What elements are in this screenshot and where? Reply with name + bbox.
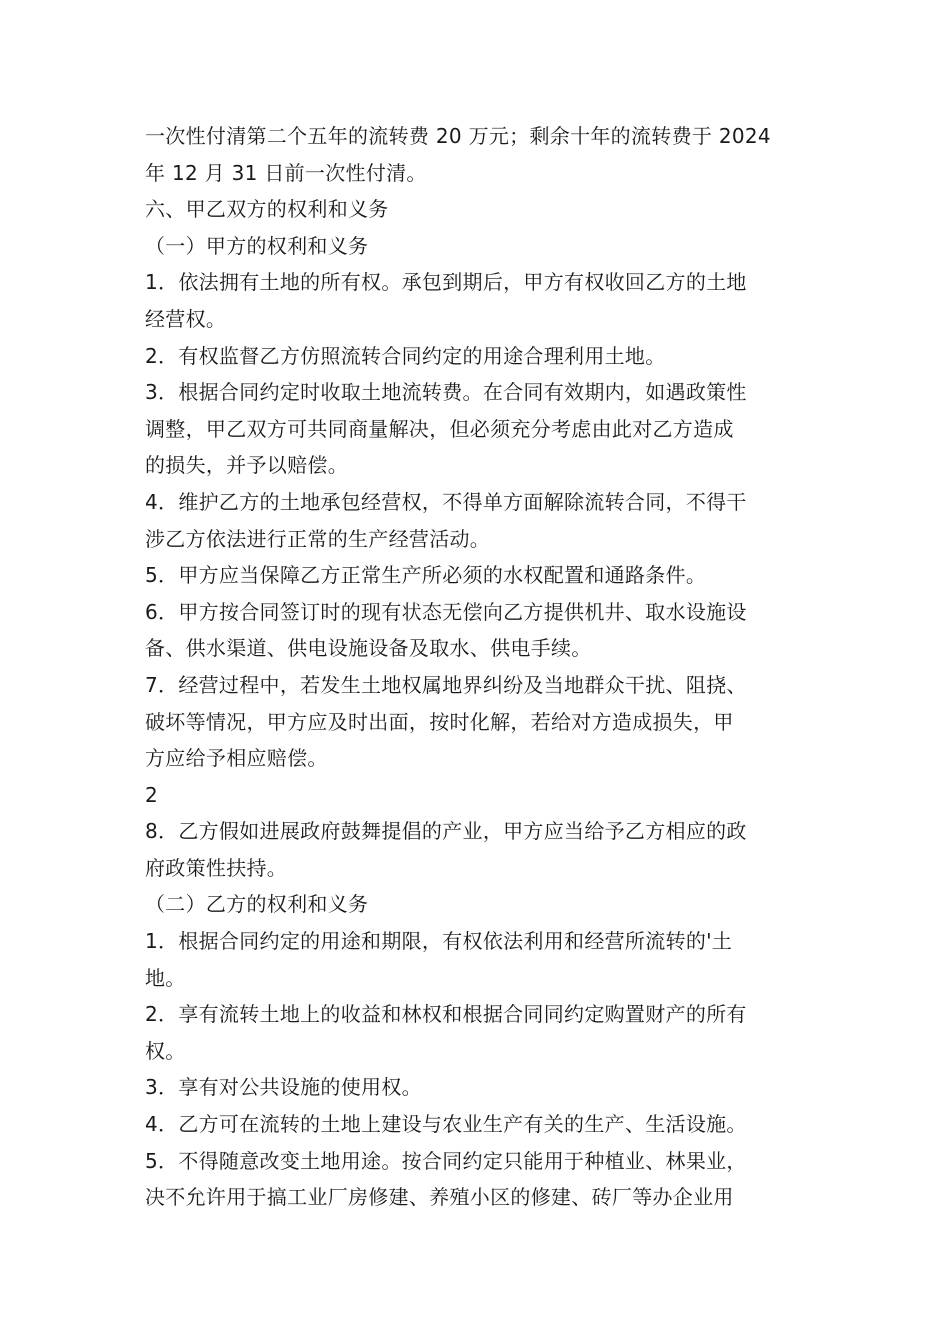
document-body: [145, 118, 815, 1216]
text-line: 年 12 月 31 日前一次性付清。: [145, 160, 427, 185]
text-line: 2．享有流转土地上的收益和林权和根据合同同约定购置财产的所有: [145, 1002, 747, 1027]
page-number: 2: [145, 782, 159, 807]
text-line: 的损失，并予以赔偿。: [145, 453, 348, 478]
text-line: 经营权。: [145, 306, 227, 331]
text-line: 决不允许用于搞工业厂房修建、养殖小区的修建、砖厂等办企业用: [145, 1185, 734, 1210]
subsection-heading: （一）甲方的权利和义务: [145, 233, 369, 258]
section-heading: 六、甲乙双方的权利和义务: [145, 197, 389, 222]
text-line: 4．维护乙方的土地承包经营权，不得单方面解除流转合同，不得干: [145, 489, 747, 514]
text-line: 备、供水渠道、供电设施设备及取水、供电手续。: [145, 636, 592, 661]
subsection-heading: （二）乙方的权利和义务: [145, 892, 369, 917]
text-line: 方应给予相应赔偿。: [145, 746, 328, 771]
text-line: 调整，甲乙双方可共同商量解决，但必须充分考虑由此对乙方造成: [145, 416, 734, 441]
text-line: 5．甲方应当保障乙方正常生产所必须的水权配置和通路条件。: [145, 563, 707, 588]
text-line: 府政策性扶持。: [145, 855, 288, 880]
text-line: 6．甲方按合同签订时的现有状态无偿向乙方提供机井、取水设施设: [145, 599, 747, 624]
text-line: 7．经营过程中，若发生土地权属地界纠纷及当地群众干扰、阻挠、: [145, 672, 747, 697]
text-line: 涉乙方依法进行正常的生产经营活动。: [145, 526, 491, 551]
text-line: 破坏等情况，甲方应及时出面，按时化解，若给对方造成损失，甲: [145, 709, 734, 734]
text-line: 2．有权监督乙方仿照流转合同约定的用途合理利用土地。: [145, 343, 666, 368]
text-line: 地。: [145, 965, 186, 990]
text-line: 3．享有对公共设施的使用权。: [145, 1075, 422, 1100]
text-line: 4．乙方可在流转的土地上建设与农业生产有关的生产、生活设施。: [145, 1112, 747, 1137]
text-line: 权。: [145, 1038, 186, 1063]
text-line: 一次性付清第二个五年的流转费 20 万元；剩余十年的流转费于 2024: [145, 124, 771, 148]
text-line: 8．乙方假如进展政府鼓舞提倡的产业，甲方应当给予乙方相应的政: [145, 819, 747, 844]
text-line: 1．根据合同约定的用途和期限，有权依法利用和经营所流转的'土: [145, 929, 733, 954]
text-line: 5．不得随意改变土地用途。按合同约定只能用于种植业、林果业，: [145, 1148, 747, 1173]
text-line: 1．依法拥有土地的所有权。承包到期后，甲方有权收回乙方的土地: [145, 270, 747, 295]
text-line: 3．根据合同约定时收取土地流转费。在合同有效期内，如遇政策性: [145, 380, 747, 405]
